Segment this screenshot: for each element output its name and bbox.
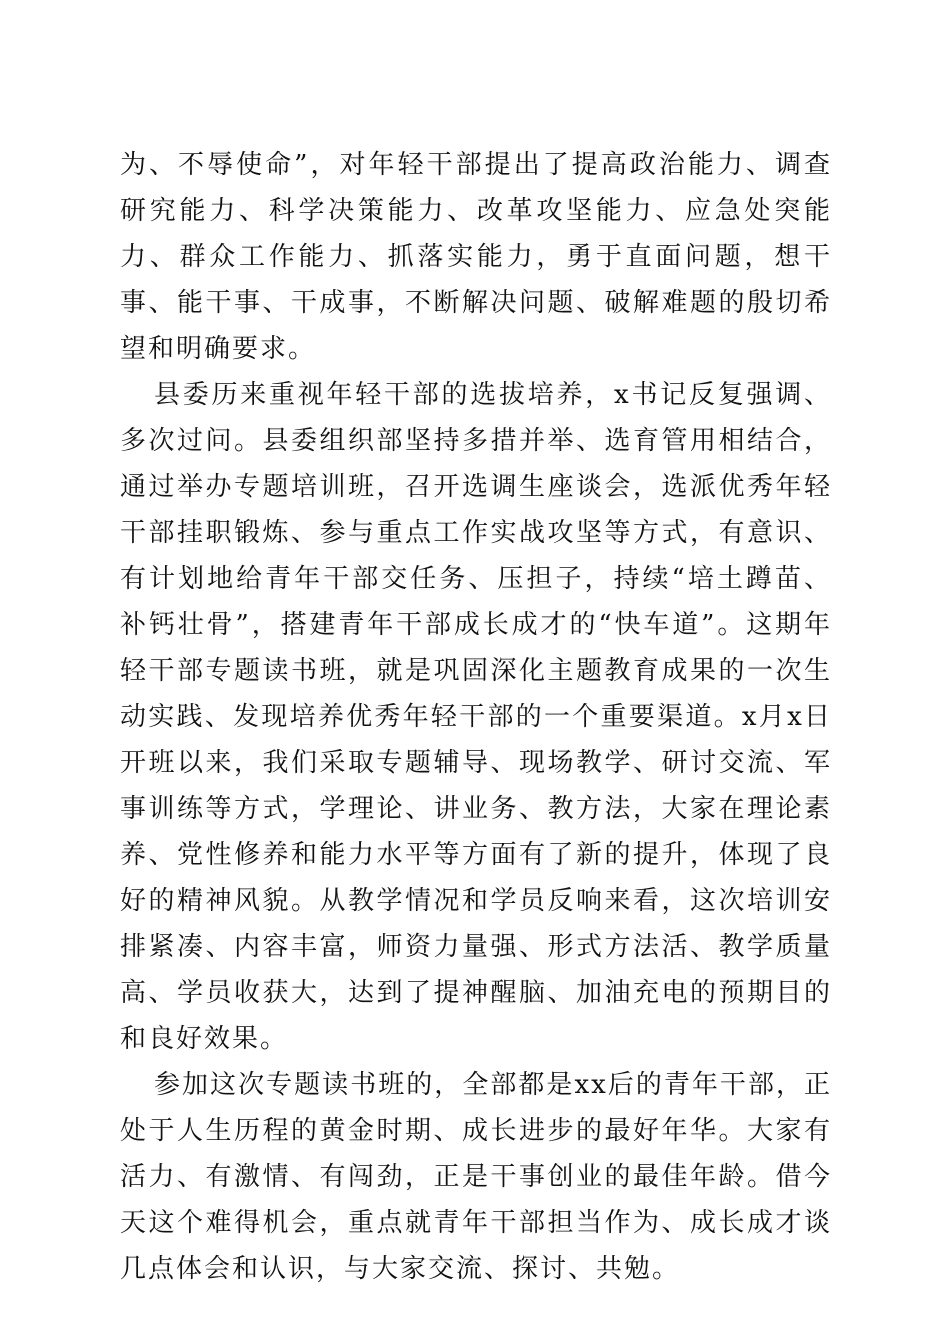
paragraph-continued: 为、不辱使命”，对年轻干部提出了提高政治能力、调查研究能力、科学决策能力、改革攻坚能力、应急处突能力、群众工作能力、抓落实能力，勇于直面问题，想干事、能干事、干成事，不断解决问题、破解难题的殷切希望和明确要求。 (120, 150, 832, 364)
body-text (120, 142, 832, 1292)
paragraph-county-committee: 县委历来重视年轻干部的选拔培养，x书记反复强调、多次过问。县委组织部坚持多措并举、选育管用相结合，通过举办专题培训班，召开选调生座谈会，选派优秀年轻干部挂职锻炼、参与重点工作实战攻坚等方式，有意识、有计划地给青年干部交任务、压担子，持续“培土蹲苗、补钙壮骨”，搭建青年干部成长成才的“快车道”。这期年轻干部专题读书班，就是巩固深化主题教育成果的一次生动实践、发现培养优秀年轻干部的一个重要渠道。x月x日开班以来，我们采取专题辅导、现场教学、研讨交流、军事训练等方式，学理论、讲业务、教方法，大家在理论素养、党性修养和能力水平等方面有了新的提升，体现了良好的精神风貌。从教学情况和学员反响来看，这次培训安排紧凑、内容丰富，师资力量强、形式方法活、教学质量高、学员收获大，达到了提神醒脑、加油充电的预期目的和良好效果。 (120, 380, 832, 1054)
paragraph-participants: 参加这次专题读书班的，全部都是xx后的青年干部，正处于人生历程的黄金时期、成长进步的最好年华。大家有活力、有激情、有闯劲，正是干事创业的最佳年龄。借今天这个难得机会，重点就青年干部担当作为、成长成才谈几点体会和认识，与大家交流、探讨、共勉。 (120, 1070, 832, 1284)
